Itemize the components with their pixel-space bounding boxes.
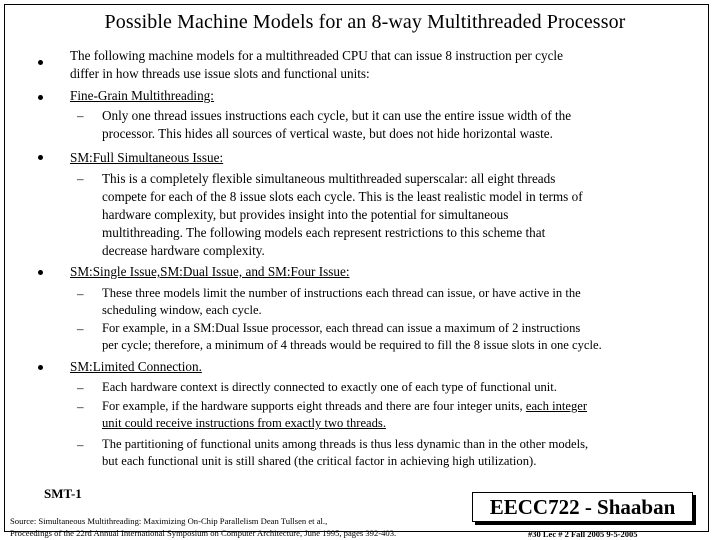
full-simultaneous-line-5: decrease hardware complexity. [102, 243, 265, 258]
limited-item2-line-2: unit could receive instructions from exactly two threads. [102, 416, 386, 430]
limited-item3-line-1: The partitioning of functional units among threads is thus less dynamic than in the other models, [102, 437, 589, 451]
dash-icon: – [77, 108, 84, 123]
full-simultaneous-line-1: This is a completely flexible simultaneous multithreaded superscalar: all eight threads [102, 171, 556, 186]
fine-grain-heading: Fine-Grain Multithreading: [70, 88, 214, 103]
full-simultaneous-heading: SM:Full Simultaneous Issue: [70, 150, 224, 165]
course-label: EECC722 - Shaaban [472, 492, 693, 522]
single-dual-four-item2-line-2: per cycle; therefore, a minimum of 4 threads would be required to fill the 8 issue slots in one cycle. [102, 338, 602, 352]
bullet-icon [38, 95, 43, 100]
source-line-2: Proceedings of the 22rd Annual International Symposium on Computer Architecture, June 1995, pages 392-403. [10, 528, 397, 538]
dash-icon: – [77, 321, 84, 336]
limited-item1-line-1: Each hardware context is directly connected to exactly one of each type of functional unit. [102, 380, 557, 394]
intro-line-1: The following machine models for a multithreaded CPU that can issue 8 instruction per cycle [70, 48, 563, 63]
limited-connection-heading: SM:Limited Connection. [70, 359, 202, 374]
intro-line-2: differ in how threads use issue slots and functional units: [70, 66, 370, 81]
limited-item2-underlined: each integer [525, 399, 588, 413]
fine-grain-item-line-2: processor. This hides all sources of vertical waste, but does not hide horizontal waste. [102, 126, 553, 141]
source-citation [10, 515, 396, 539]
bullet-icon [38, 270, 43, 275]
dash-icon: – [77, 171, 84, 186]
dash-icon: – [77, 380, 84, 395]
dash-icon: – [77, 399, 84, 414]
limited-item2-line-1 [102, 398, 587, 416]
single-dual-four-item2-line-1: For example, in a SM:Dual Issue processor, each thread can issue a maximum of 2 instructions [102, 321, 581, 335]
single-dual-four-heading: SM:Single Issue,SM:Dual Issue, and SM:Four Issue: [70, 264, 350, 279]
slide-id: SMT-1 [44, 486, 82, 501]
dash-icon: – [77, 286, 84, 301]
slide-info: #30 Lec # 2 Fall 2005 9-5-2005 [528, 529, 638, 539]
dash-icon: – [77, 437, 84, 452]
limited-item3-line-2: but each functional unit is still shared (the critical factor in achieving high utilization). [102, 454, 537, 468]
full-simultaneous-line-4: multithreading. The following models each represent restrictions to this scheme that [102, 225, 546, 240]
bullet-icon [38, 60, 43, 65]
full-simultaneous-line-2: compete for each of the 8 issue slots each cycle. This is the least realistic model in terms of [102, 189, 583, 204]
fine-grain-item-line-1: Only one thread issues instructions each cycle, but it can use the entire issue width of the [102, 108, 572, 123]
source-line-1: Source: Simultaneous Multithreading: Maximizing On-Chip Parallelism Dean Tullsen et al., [10, 516, 328, 526]
bullet-icon [38, 365, 43, 370]
single-dual-four-item1-line-2: scheduling window, each cycle. [102, 303, 262, 317]
full-simultaneous-line-3: hardware complexity, but provides insight into the potential for simultaneous [102, 207, 509, 222]
single-dual-four-item1-line-1: These three models limit the number of instructions each thread can issue, or have active in the [102, 286, 581, 300]
bullet-icon [38, 155, 43, 160]
slide-title: Possible Machine Models for an 8-way Multithreaded Processor [104, 11, 626, 33]
limited-item2-text: For example, if the hardware supports eight threads and there are four integer units, [102, 399, 526, 413]
